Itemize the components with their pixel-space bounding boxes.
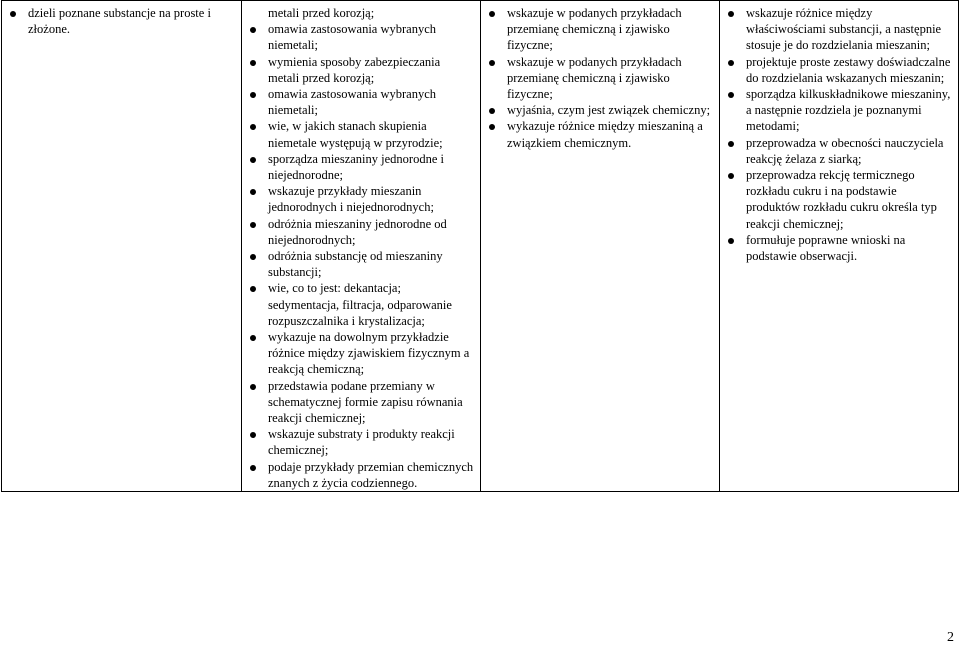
bullet-icon xyxy=(10,11,16,17)
list-item-text: podaje przykłady przemian chemicznych znanych z życia codziennego. xyxy=(268,459,474,490)
list-item xyxy=(726,5,952,54)
list-item xyxy=(487,102,713,118)
list-item xyxy=(248,459,474,491)
list-item-text: wie, w jakich stanach skupienia niemetale występują w przyrodzie; xyxy=(268,119,443,150)
bullet-icon xyxy=(728,141,734,147)
list-item xyxy=(726,167,952,232)
list-item xyxy=(248,151,474,183)
list-item xyxy=(487,5,713,54)
table-row xyxy=(2,1,959,492)
column-4-list xyxy=(726,5,952,264)
list-item-text: metali przed korozją; xyxy=(268,6,375,20)
list-item-text: wskazuje substraty i produkty reakcji chemicznej; xyxy=(268,427,455,458)
list-item xyxy=(248,280,474,329)
bullet-icon xyxy=(489,11,495,17)
list-item xyxy=(248,248,474,280)
bullet-icon xyxy=(728,60,734,66)
list-item-text: wskazuje różnice między właściwościami substancji, a następnie stosuje je do rozdzielania mieszanin; xyxy=(746,6,942,53)
column-2-cell xyxy=(242,1,481,492)
column-1-cell xyxy=(2,1,242,492)
list-item xyxy=(487,118,713,150)
bullet-icon xyxy=(250,92,256,98)
column-3-list xyxy=(487,5,713,151)
list-item xyxy=(248,426,474,458)
list-item xyxy=(8,5,235,37)
list-item xyxy=(248,21,474,53)
list-item xyxy=(726,135,952,167)
list-item-text: wskazuje przykłady mieszanin jednorodnych i niejednorodnych; xyxy=(268,184,434,215)
list-item-text: dzieli poznane substancje na proste i złożone. xyxy=(28,6,211,37)
list-item xyxy=(248,329,474,378)
list-item xyxy=(248,54,474,86)
column-2-list xyxy=(248,5,474,491)
page-number: 2 xyxy=(947,630,954,645)
bullet-icon xyxy=(250,222,256,228)
bullet-icon xyxy=(728,11,734,17)
column-4-cell xyxy=(720,1,959,492)
list-item-text: projektuje proste zestawy doświadczalne do rozdzielania wskazanych mieszanin; xyxy=(746,54,951,85)
list-item xyxy=(726,232,952,264)
list-item-text: omawia zastosowania wybranych niemetali; xyxy=(268,22,436,53)
list-item-text: wykazuje na dowolnym przykładzie różnice między zjawiskiem fizycznym a reakcją chemiczną; xyxy=(268,330,470,377)
list-item-text: wymienia sposoby zabezpieczania metali przed korozją; xyxy=(268,54,441,85)
bullet-icon xyxy=(728,92,734,98)
list-item-text: sporządza kilkuskładnikowe mieszaniny, a następnie rozdziela je poznanymi metodami; xyxy=(746,87,951,134)
bullet-icon xyxy=(250,189,256,195)
bullet-icon xyxy=(728,173,734,179)
bullet-icon xyxy=(250,432,256,438)
bullet-icon xyxy=(250,157,256,163)
bullet-icon xyxy=(250,286,256,292)
list-item xyxy=(248,216,474,248)
column-1-list xyxy=(8,5,235,37)
bullet-icon xyxy=(489,124,495,130)
list-item-text: przeprowadza rekcję termicznego rozkładu cukru i na podstawie produktów rozkładu cukru określa typ reakcji chemicznej; xyxy=(746,168,937,231)
list-item-text: przeprowadza w obecności nauczyciela reakcję żelaza z siarką; xyxy=(746,135,944,166)
column-3-cell xyxy=(481,1,720,492)
bullet-icon xyxy=(250,384,256,390)
list-item-text: formułuje poprawne wnioski na podstawie obserwacji. xyxy=(746,232,906,264)
list-item xyxy=(248,5,474,21)
list-item-text: przedstawia podane przemiany w schematycznej formie zapisu równania reakcji chemicznej; xyxy=(268,378,463,426)
requirements-table xyxy=(1,0,959,492)
bullet-icon xyxy=(250,124,256,130)
list-item-text: odróżnia mieszaniny jednorodne od niejednorodnych; xyxy=(268,216,447,247)
list-item xyxy=(248,378,474,427)
list-item-text: omawia zastosowania wybranych niemetali; xyxy=(268,87,436,118)
list-item-text: wykazuje różnice między mieszaniną a związkiem chemicznym. xyxy=(507,119,703,150)
bullet-icon xyxy=(250,335,256,341)
list-item-text: odróżnia substancję od mieszaniny substancji; xyxy=(268,249,443,280)
list-item xyxy=(248,183,474,215)
list-item-text: wskazuje w podanych przykładach przemianę chemiczną i zjawisko fizyczne; xyxy=(507,54,682,102)
list-item-text: wie, co to jest: dekantacja; sedymentacja, filtracja, odparowanie rozpuszczalnika i krystalizacja; xyxy=(268,281,452,328)
list-item xyxy=(726,54,952,86)
bullet-icon xyxy=(250,60,256,66)
list-item xyxy=(726,86,952,135)
list-item-text: sporządza mieszaniny jednorodne i niejednorodne; xyxy=(268,151,444,183)
bullet-icon xyxy=(489,108,495,114)
list-item xyxy=(248,86,474,118)
list-item xyxy=(248,118,474,150)
list-item-text: wskazuje w podanych przykładach przemianę chemiczną i zjawisko fizyczne; xyxy=(507,6,682,53)
bullet-icon xyxy=(250,465,256,471)
list-item xyxy=(487,54,713,103)
list-item-text: wyjaśnia, czym jest związek chemiczny; xyxy=(507,103,711,118)
bullet-icon xyxy=(728,238,734,244)
bullet-icon xyxy=(250,254,256,260)
bullet-icon xyxy=(250,27,256,33)
bullet-icon xyxy=(489,60,495,66)
